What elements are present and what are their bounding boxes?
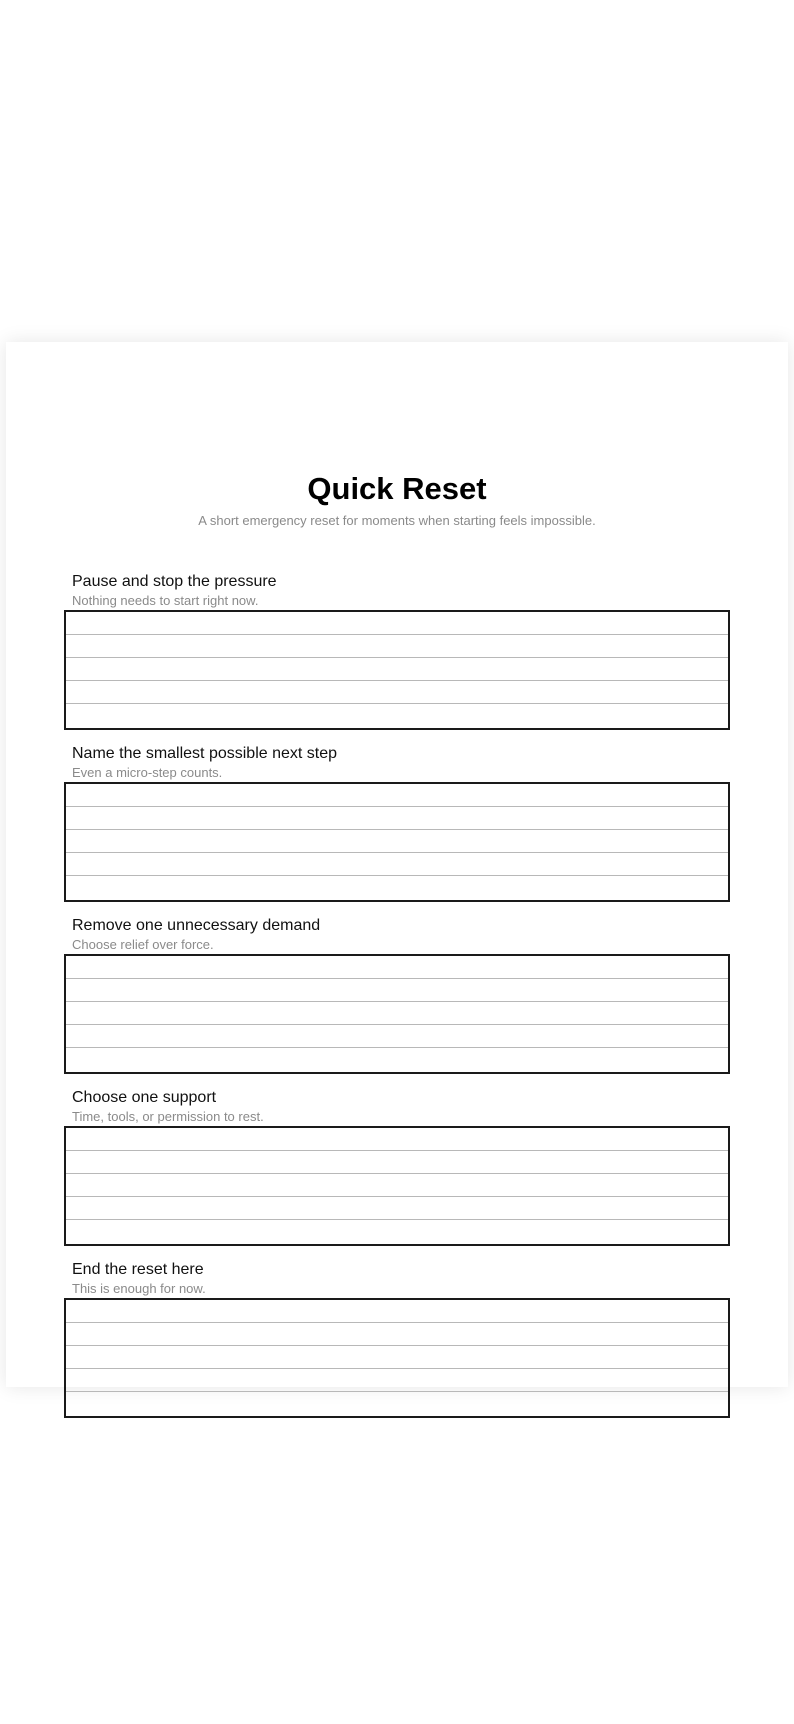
writing-line (66, 1001, 728, 1002)
writing-line (66, 1196, 728, 1197)
writing-line (66, 1173, 728, 1174)
section-title: Choose one support (72, 1089, 217, 1106)
writing-box[interactable] (64, 954, 730, 1074)
writing-box[interactable] (64, 610, 730, 730)
writing-line (66, 1047, 728, 1048)
writing-line (66, 875, 728, 876)
writing-line (66, 852, 728, 853)
worksheet-page (6, 342, 788, 1387)
writing-box[interactable] (64, 1298, 730, 1418)
writing-line (66, 829, 728, 830)
section-title: Remove one unnecessary demand (72, 917, 321, 934)
writing-line (66, 657, 728, 658)
writing-line (66, 634, 728, 635)
page-title: Quick Reset (307, 471, 487, 506)
writing-box[interactable] (64, 1126, 730, 1246)
section-title: Pause and stop the pressure (72, 573, 277, 590)
section-subtitle: Choose relief over force. (72, 937, 214, 952)
writing-line (66, 806, 728, 807)
section-subtitle: Even a micro-step counts. (72, 765, 223, 780)
section-subtitle: Nothing needs to start right now. (72, 593, 259, 608)
writing-line (66, 703, 728, 704)
writing-line (66, 978, 728, 979)
writing-box[interactable] (64, 782, 730, 902)
writing-line (66, 1391, 728, 1392)
writing-line (66, 680, 728, 681)
writing-line (66, 1322, 728, 1323)
section-title: Name the smallest possible next step (72, 745, 338, 762)
section-title: End the reset here (72, 1261, 204, 1278)
writing-line (66, 1150, 728, 1151)
writing-line (66, 1024, 728, 1025)
page-subtitle: A short emergency reset for moments when starting feels impossible. (198, 513, 596, 528)
writing-line (66, 1219, 728, 1220)
writing-line (66, 1368, 728, 1369)
section-subtitle: Time, tools, or permission to rest. (72, 1109, 264, 1124)
writing-line (66, 1345, 728, 1346)
section-subtitle: This is enough for now. (72, 1281, 206, 1296)
